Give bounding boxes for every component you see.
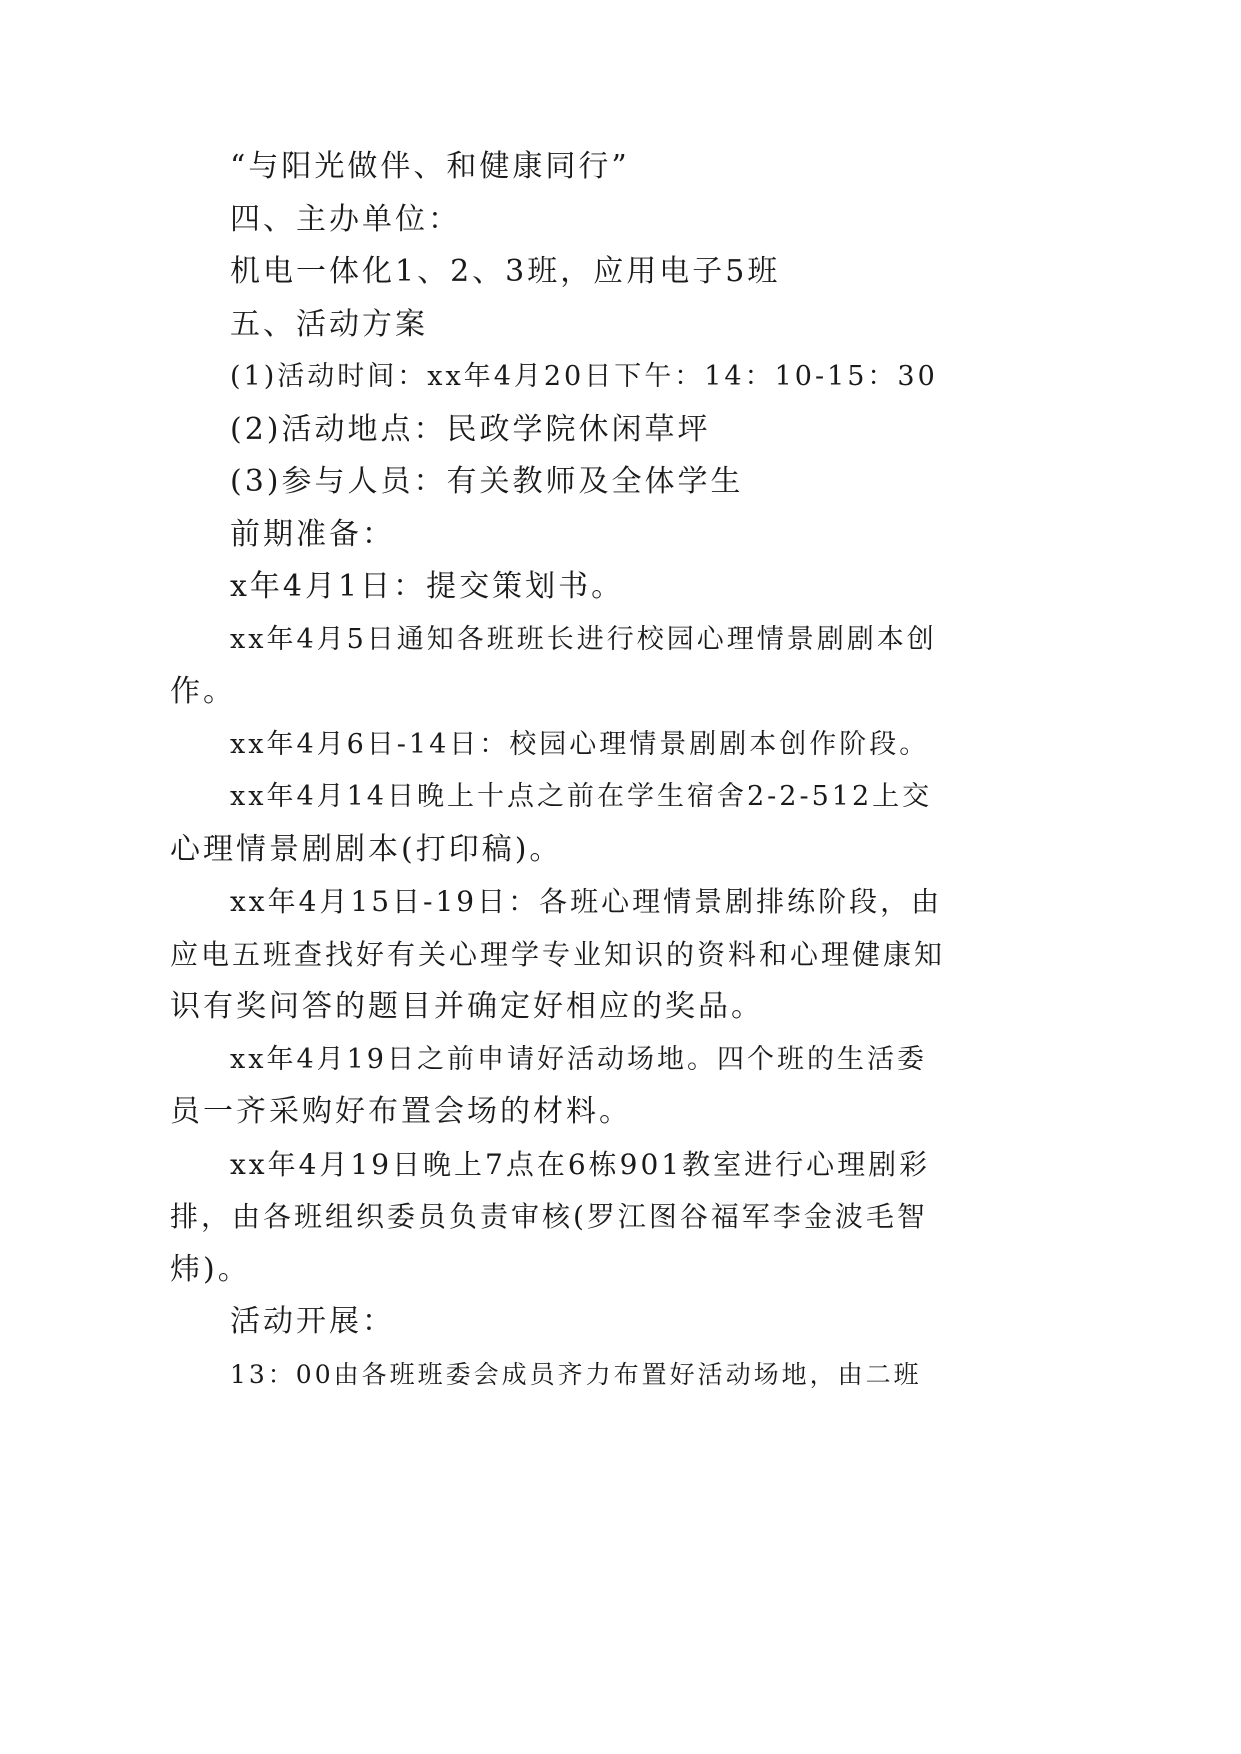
text-line: 识有奖问答的题目并确定好相应的奖品。 [170,989,764,1024]
text-line: xx年4月19日之前申请好活动场地。四个班的生活委 [230,1044,927,1075]
text-line: 13：00由各班班委会成员齐力布置好活动场地，由二班 [230,1360,922,1389]
text-line: (1)活动时间：xx年4月20日下午：14：10-15：30 [230,361,938,392]
text-line: 炜)。 [170,1252,251,1287]
text-line: 作。 [170,674,236,709]
text-line: (3)参与人员：有关教师及全体学生 [230,464,744,499]
text-line: 员一齐采购好布置会场的材料。 [170,1094,632,1129]
text-line: xx年4月6日-14日：校园心理情景剧剧本创作阶段。 [230,729,930,760]
text-line: xx年4月5日通知各班班长进行校园心理情景剧剧本创 [230,624,937,655]
text-line: 应电五班查找好有关心理学专业知识的资料和心理健康知 [170,938,946,971]
text-line: 心理情景剧剧本(打印稿)。 [170,832,563,867]
text-line: xx年4月19日晚上7点在6栋901教室进行心理剧彩 [230,1148,931,1181]
text-line: 机电一体化1、2、3班，应用电子5班 [230,254,781,289]
text-line: (2)活动地点：民政学院休闲草坪 [230,412,711,447]
section-heading: 四、主办单位： [230,202,461,237]
text-line: xx年4月14日晚上十点之前在学生宿舍2-2-512上交 [230,781,933,812]
text-line: “与阳光做伴、和健康同行” [230,149,630,184]
section-heading: 五、活动方案 [230,307,428,342]
subheading: 活动开展： [230,1304,395,1339]
text-line: x年4月1日：提交策划书。 [230,569,625,604]
text-line: xx年4月15日-19日：各班心理情景剧排练阶段，由 [230,885,943,918]
subheading: 前期准备： [230,517,395,552]
text-line: 排，由各班组织委员负责审核(罗江图谷福军李金波毛智 [170,1200,928,1233]
